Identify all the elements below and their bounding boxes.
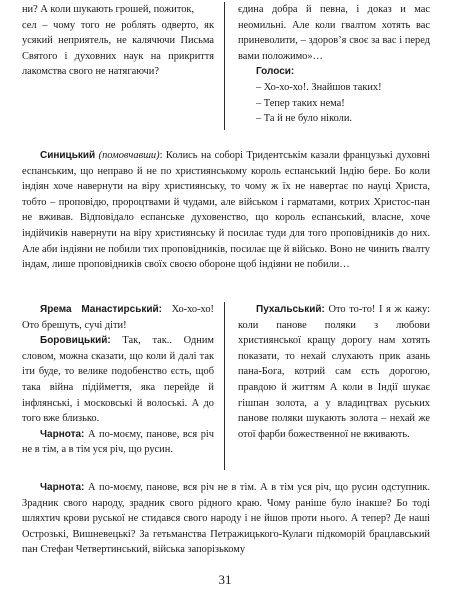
borovytskyi-line: [22, 333, 214, 427]
section1-right-column: [238, 2, 430, 127]
speaker-synytskyi: Синицький: [40, 150, 96, 161]
section4-paragraph: [22, 480, 430, 558]
borovytskyi-text: Так, так.. Одним словом, можна сказати, що коли й далі так іти буде, то велике подобенство єсть, щоб така війна підіймеття, яка перейде й інфлянські, і московські й волоські. А до того вже близько.: [22, 335, 214, 425]
speaker-pukhalskyi: Пухальський:: [256, 304, 325, 315]
pukhalskyi-line: [238, 302, 430, 442]
yarema-line: [22, 302, 214, 333]
speaker-golosy: Голоси:: [256, 66, 295, 78]
yarema-text: Хо-хо-хо! Ото брешуть, сучі діти!: [22, 304, 215, 331]
page-number: 31: [218, 572, 232, 587]
speaker-charnota-2: Чарнота:: [40, 482, 85, 493]
section1-left-text: сел – чому того не роблять одверто, як усякий неприятель, не калячючи Письма Святого і духовних наук на прикриття лакомства свого не натягаючи?: [22, 19, 214, 78]
speaker-borovytskyi: Боровицький:: [40, 335, 111, 347]
column-divider: [224, 2, 225, 130]
voice-line-3: – Та й не було ніколи.: [256, 113, 352, 125]
section2-paragraph: [22, 148, 430, 273]
section1-left-column: [22, 2, 214, 80]
synytskyi-paragraph: [22, 148, 430, 273]
charnota-line-1: [22, 427, 214, 458]
section1-left-top-text: ни? А коли шукають грошей, пожиток,: [22, 4, 195, 15]
charnota-paragraph: [22, 480, 430, 558]
speaker-yarema: Ярема Манастирський:: [40, 304, 162, 315]
speaker-charnota: Чарнота:: [40, 428, 85, 440]
speaker-line: [238, 64, 430, 80]
column-divider-2: [224, 302, 225, 470]
synytskyi-text: : Колись на соборі Тридентськім казали французькі духовні еспанським, що неправо й не по християнському король еспанський Індію бере. Бо коли індіян хоче навернути на віру християнську, то чому ж їх не навертає по науці Христа, тобто – проповідю, пророцтвами й чудами, але військом і гарматами, котрих Христос-пан не вживав. Відповідало еспанське духовенство, що король еспанський, власне, хоче індійчиків навернути на віру християнську й посилає туди для того проповідників до них. Але аби індіяни не побили тих проповідників, посилає ще й військо. Воно не чинить ґвалту індам, лише проповідників своїх своєю обороне щоб індіяни не побили…: [22, 150, 430, 271]
charnota-text-2: А по-моєму, панове, вся річ не в тім. А в тім уся річ, що русин одступник. Зрадник свого народу, зрадник свого рідного краю. Чому раніше було інакше? Бо тоді шляхтич крови руської не стидався свого народу і не йшов проти нього. А тепер? Де наші Острозькі, Вишневецькі? За гетьманства Петражицького-Кулаги підкоморій брацлавський пан Стефан Четвертинський, війська запорізькому: [22, 482, 430, 556]
charnota-text-1: А по-моєму, панове, вся річ не в тім, а в тім уся річ, що русин.: [22, 428, 214, 456]
voice-line-1: – Хо-хо-хо!. Знайшов таких!: [256, 81, 382, 93]
section1-right-text: єдина добра й певна, і доказ и мас неомильні. Але коли гвалтом хотять вас приневолити, – здоров’я своє за вас і перед вами положимо»…: [238, 4, 430, 62]
stage-direction: (помовчавши): [98, 150, 160, 161]
section3-right-column: [238, 302, 430, 442]
section3-left-column: [22, 302, 214, 458]
pukhalskyi-text: Ото то-то! І я ж кажу: коли панове поляки з любови християнської кращу дорогу нам хотять показати, то нехай слухають прик азань пана-Бога, котрий сам єсть дорогою, правдою й життям А коли в Індії шукає гішпан золота, а у владицтвах руських панове поляки шукають золота – нехай же отої фарби божественної не вживають.: [238, 304, 430, 440]
voice-line-2: – Тепер таких нема!: [256, 97, 345, 109]
